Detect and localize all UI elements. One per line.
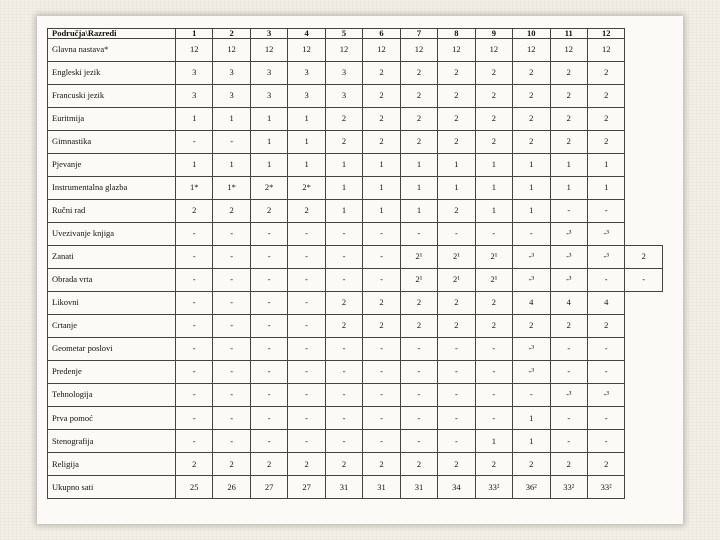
hours-cell: 4 — [587, 291, 624, 314]
hours-cell: 1 — [288, 107, 325, 130]
hours-cell: - — [587, 199, 624, 222]
hours-cell: - — [213, 337, 250, 360]
hours-cell: 1 — [587, 176, 624, 199]
grade-header: 8 — [438, 29, 475, 39]
hours-cell: - — [363, 245, 400, 268]
hours-cell: 2 — [587, 107, 624, 130]
grade-header: 4 — [288, 29, 325, 39]
hours-cell: 2 — [400, 130, 437, 153]
hours-cell: 2 — [438, 452, 475, 475]
hours-cell: 2 — [325, 314, 362, 337]
curriculum-table — [47, 28, 663, 499]
hours-cell: 2 — [400, 107, 437, 130]
hours-cell: - — [550, 406, 587, 429]
table-row — [48, 199, 663, 222]
hours-cell: - — [288, 268, 325, 291]
hours-cell: 12 — [475, 38, 512, 61]
hours-cell: 2 — [325, 452, 362, 475]
hours-cell: - — [288, 406, 325, 429]
hours-cell: - — [325, 222, 362, 245]
hours-cell: 1 — [400, 153, 437, 176]
subject-cell: Stenografija — [48, 429, 176, 452]
hours-cell: - — [550, 429, 587, 452]
subject-cell: Euritmija — [48, 107, 176, 130]
hours-cell: - — [363, 406, 400, 429]
hours-cell: 1 — [475, 176, 512, 199]
grade-header: 3 — [250, 29, 287, 39]
hours-cell: - — [325, 383, 362, 406]
hours-cell: 31 — [325, 475, 362, 498]
hours-cell: - — [288, 245, 325, 268]
hours-cell: - — [250, 383, 287, 406]
hours-cell: -³ — [587, 245, 624, 268]
hours-cell: 12 — [288, 38, 325, 61]
subject-cell: Instrumentalna glazba — [48, 176, 176, 199]
hours-cell: 1 — [363, 153, 400, 176]
hours-cell: 2 — [250, 452, 287, 475]
subject-cell: Pjevanje — [48, 153, 176, 176]
hours-cell: 2 — [550, 61, 587, 84]
table-row — [48, 84, 663, 107]
hours-cell: - — [587, 406, 624, 429]
subject-cell: Ukupno sati — [48, 475, 176, 498]
hours-cell: 1 — [250, 130, 287, 153]
hours-cell: 12 — [438, 38, 475, 61]
hours-cell: 1 — [513, 406, 550, 429]
hours-cell: 2 — [438, 291, 475, 314]
hours-cell: - — [550, 337, 587, 360]
hours-cell: 2¹ — [475, 245, 512, 268]
hours-cell: 2 — [438, 84, 475, 107]
hours-cell: 3 — [325, 84, 362, 107]
hours-cell: 2 — [475, 452, 512, 475]
hours-cell: 36² — [513, 475, 550, 498]
hours-cell: 2 — [363, 291, 400, 314]
hours-cell: 1 — [513, 176, 550, 199]
hours-cell: - — [250, 268, 287, 291]
hours-cell: 1 — [363, 199, 400, 222]
hours-cell: 2 — [176, 452, 213, 475]
hours-cell: - — [176, 314, 213, 337]
hours-cell: -³ — [550, 222, 587, 245]
hours-cell: - — [438, 406, 475, 429]
table-row — [48, 153, 663, 176]
corner-header: Područja\Razredi — [48, 29, 176, 39]
hours-cell: 2 — [587, 314, 624, 337]
grade-header: 12 — [587, 29, 624, 39]
hours-cell: 2 — [587, 452, 624, 475]
hours-cell: 12 — [176, 38, 213, 61]
hours-cell: - — [587, 429, 624, 452]
table-body — [48, 38, 663, 499]
hours-cell: 2 — [438, 199, 475, 222]
hours-cell: 2 — [513, 61, 550, 84]
hours-cell: 2 — [400, 84, 437, 107]
hours-cell: 2 — [363, 314, 400, 337]
hours-cell: 12 — [325, 38, 362, 61]
hours-cell: - — [325, 245, 362, 268]
hours-cell: 2 — [325, 107, 362, 130]
hours-cell: 2¹ — [438, 268, 475, 291]
hours-cell: 1 — [363, 176, 400, 199]
table-row — [48, 337, 663, 360]
hours-cell: 12 — [550, 38, 587, 61]
table-row — [48, 383, 663, 406]
hours-cell: 1 — [250, 153, 287, 176]
hours-cell: - — [250, 429, 287, 452]
hours-cell: 2 — [363, 452, 400, 475]
hours-cell: -³ — [550, 245, 587, 268]
hours-cell: 2 — [513, 314, 550, 337]
hours-cell: - — [213, 429, 250, 452]
hours-cell: 2 — [400, 61, 437, 84]
hours-cell: 31 — [363, 475, 400, 498]
hours-cell: 2 — [550, 84, 587, 107]
hours-cell: - — [176, 268, 213, 291]
hours-cell: 1 — [213, 107, 250, 130]
table-row — [48, 406, 663, 429]
subject-cell: Religija — [48, 452, 176, 475]
hours-cell: 2 — [475, 107, 512, 130]
hours-cell: - — [475, 383, 512, 406]
subject-cell: Prva pomoć — [48, 406, 176, 429]
hours-cell: - — [213, 314, 250, 337]
table-row — [48, 291, 663, 314]
grade-header: 10 — [513, 29, 550, 39]
hours-cell: - — [176, 383, 213, 406]
hours-cell: - — [363, 222, 400, 245]
hours-cell: - — [213, 291, 250, 314]
table-row — [48, 475, 663, 498]
hours-cell: 2¹ — [475, 268, 512, 291]
grade-header: 5 — [325, 29, 362, 39]
hours-cell: 1 — [438, 153, 475, 176]
hours-cell: 2 — [400, 291, 437, 314]
hours-cell: 2 — [438, 314, 475, 337]
subject-cell: Tehnologija — [48, 383, 176, 406]
hours-cell: - — [400, 383, 437, 406]
hours-cell: - — [250, 337, 287, 360]
hours-cell: 2 — [325, 291, 362, 314]
hours-cell: 1 — [475, 199, 512, 222]
hours-cell: - — [250, 245, 287, 268]
hours-cell: 2* — [250, 176, 287, 199]
grade-header: 9 — [475, 29, 512, 39]
table-row — [48, 314, 663, 337]
hours-cell: -³ — [550, 383, 587, 406]
hours-cell: 1 — [550, 153, 587, 176]
table-row — [48, 38, 663, 61]
hours-cell: 2 — [250, 199, 287, 222]
hours-cell: 1 — [550, 176, 587, 199]
hours-cell: - — [587, 360, 624, 383]
hours-cell: 2 — [513, 452, 550, 475]
hours-cell: - — [363, 360, 400, 383]
hours-cell: - — [250, 291, 287, 314]
hours-cell: 2* — [288, 176, 325, 199]
hours-cell: 2 — [475, 314, 512, 337]
hours-cell: 2 — [475, 84, 512, 107]
hours-cell: - — [176, 337, 213, 360]
hours-cell: 3 — [288, 84, 325, 107]
table-row — [48, 429, 663, 452]
hours-cell: - — [363, 383, 400, 406]
table-row — [48, 130, 663, 153]
hours-cell: 2 — [400, 314, 437, 337]
hours-cell: 2 — [363, 61, 400, 84]
hours-cell: 2¹ — [438, 245, 475, 268]
subject-cell: Likovni — [48, 291, 176, 314]
hours-cell: - — [213, 222, 250, 245]
hours-cell: - — [625, 268, 663, 291]
hours-cell: - — [475, 222, 512, 245]
hours-cell: 2 — [513, 107, 550, 130]
hours-cell: 3 — [213, 84, 250, 107]
hours-cell: 2 — [363, 84, 400, 107]
hours-cell: 3 — [213, 61, 250, 84]
hours-cell: - — [288, 291, 325, 314]
hours-cell: - — [587, 268, 624, 291]
hours-cell: - — [250, 222, 287, 245]
grade-header: 11 — [550, 29, 587, 39]
hours-cell: -³ — [513, 360, 550, 383]
hours-cell: - — [176, 406, 213, 429]
hours-cell: - — [438, 383, 475, 406]
grade-header: 7 — [400, 29, 437, 39]
hours-cell: - — [176, 429, 213, 452]
hours-cell: - — [250, 406, 287, 429]
subject-cell: Glavna nastava* — [48, 38, 176, 61]
hours-cell: 3 — [288, 61, 325, 84]
hours-cell: 1 — [176, 153, 213, 176]
hours-cell: 2 — [587, 84, 624, 107]
hours-cell: -³ — [513, 268, 550, 291]
hours-cell: 2 — [625, 245, 663, 268]
hours-cell: 2 — [475, 61, 512, 84]
hours-cell: - — [475, 337, 512, 360]
hours-cell: 1 — [325, 199, 362, 222]
hours-cell: 2 — [550, 452, 587, 475]
hours-cell: 1 — [513, 199, 550, 222]
hours-cell: 33² — [475, 475, 512, 498]
hours-cell: - — [438, 360, 475, 383]
hours-cell: - — [288, 429, 325, 452]
hours-cell: 1 — [213, 153, 250, 176]
hours-cell: - — [250, 314, 287, 337]
table-row — [48, 268, 663, 291]
header-row — [48, 29, 663, 39]
hours-cell: 12 — [363, 38, 400, 61]
hours-cell: 1 — [513, 153, 550, 176]
hours-cell: - — [176, 291, 213, 314]
table-row — [48, 222, 663, 245]
subject-cell: Francuski jezik — [48, 84, 176, 107]
hours-cell: - — [176, 360, 213, 383]
table-row — [48, 107, 663, 130]
hours-cell: - — [325, 337, 362, 360]
hours-cell: -³ — [550, 268, 587, 291]
hours-cell: 27 — [250, 475, 287, 498]
hours-cell: - — [213, 406, 250, 429]
hours-cell: 2 — [438, 130, 475, 153]
grade-header: 1 — [176, 29, 213, 39]
hours-cell: 12 — [400, 38, 437, 61]
table-row — [48, 360, 663, 383]
hours-cell: 1 — [513, 429, 550, 452]
hours-cell: - — [176, 130, 213, 153]
subject-cell: Ručni rad — [48, 199, 176, 222]
hours-cell: 3 — [250, 84, 287, 107]
hours-cell: - — [438, 429, 475, 452]
hours-cell: - — [213, 383, 250, 406]
hours-cell: - — [438, 337, 475, 360]
hours-cell: 2 — [550, 314, 587, 337]
hours-cell: 26 — [213, 475, 250, 498]
hours-cell: - — [213, 130, 250, 153]
grade-header: 6 — [363, 29, 400, 39]
hours-cell: 33² — [550, 475, 587, 498]
hours-cell: - — [213, 268, 250, 291]
hours-cell: 1 — [250, 107, 287, 130]
hours-cell: - — [363, 337, 400, 360]
hours-cell: 1 — [475, 153, 512, 176]
hours-cell: - — [363, 268, 400, 291]
hours-cell: 2 — [587, 61, 624, 84]
hours-cell: 2 — [475, 291, 512, 314]
hours-cell: - — [400, 360, 437, 383]
hours-cell: 1 — [438, 176, 475, 199]
hours-cell: - — [213, 360, 250, 383]
hours-cell: - — [513, 383, 550, 406]
hours-cell: - — [213, 245, 250, 268]
hours-cell: - — [325, 268, 362, 291]
subject-cell: Obrada vrta — [48, 268, 176, 291]
hours-cell: 2 — [550, 130, 587, 153]
hours-cell: - — [475, 406, 512, 429]
hours-cell: - — [250, 360, 287, 383]
subject-cell: Zanati — [48, 245, 176, 268]
hours-cell: - — [400, 222, 437, 245]
hours-cell: - — [288, 383, 325, 406]
hours-cell: -³ — [513, 337, 550, 360]
hours-cell: 1* — [213, 176, 250, 199]
hours-cell: 2 — [513, 84, 550, 107]
hours-cell: 25 — [176, 475, 213, 498]
hours-cell: 27 — [288, 475, 325, 498]
hours-cell: 2 — [513, 130, 550, 153]
hours-cell: 2 — [288, 199, 325, 222]
hours-cell: 1 — [400, 176, 437, 199]
hours-cell: - — [325, 429, 362, 452]
hours-cell: - — [587, 337, 624, 360]
hours-cell: - — [325, 406, 362, 429]
hours-cell: 2 — [438, 61, 475, 84]
hours-cell: - — [550, 360, 587, 383]
hours-cell: 2 — [438, 107, 475, 130]
hours-cell: 3 — [176, 61, 213, 84]
table-row — [48, 245, 663, 268]
hours-cell: 3 — [250, 61, 287, 84]
hours-cell: - — [550, 199, 587, 222]
hours-cell: 2 — [213, 452, 250, 475]
hours-cell: 2 — [475, 130, 512, 153]
table-row — [48, 452, 663, 475]
table-row — [48, 176, 663, 199]
hours-cell: 2¹ — [400, 245, 437, 268]
hours-cell: -³ — [587, 383, 624, 406]
hours-cell: -³ — [587, 222, 624, 245]
hours-cell: 31 — [400, 475, 437, 498]
hours-cell: 1 — [475, 429, 512, 452]
hours-cell: - — [288, 314, 325, 337]
table-row — [48, 61, 663, 84]
hours-cell: - — [475, 360, 512, 383]
hours-cell: 12 — [513, 38, 550, 61]
hours-cell: 2 — [288, 452, 325, 475]
hours-cell: - — [513, 222, 550, 245]
hours-cell: 12 — [250, 38, 287, 61]
hours-cell: 4 — [513, 291, 550, 314]
hours-cell: - — [288, 222, 325, 245]
subject-cell: Predenje — [48, 360, 176, 383]
hours-cell: 12 — [587, 38, 624, 61]
hours-cell: 2¹ — [400, 268, 437, 291]
hours-cell: 2 — [213, 199, 250, 222]
hours-cell: 1 — [400, 199, 437, 222]
subject-cell: Gimnastika — [48, 130, 176, 153]
hours-cell: 34 — [438, 475, 475, 498]
hours-cell: 1 — [587, 153, 624, 176]
subject-cell: Crtanje — [48, 314, 176, 337]
hours-cell: -³ — [513, 245, 550, 268]
hours-cell: 1* — [176, 176, 213, 199]
hours-cell: 33² — [587, 475, 624, 498]
subject-cell: Uvezivanje knjiga — [48, 222, 176, 245]
hours-cell: - — [325, 360, 362, 383]
hours-cell: 2 — [363, 107, 400, 130]
hours-cell: 1 — [176, 107, 213, 130]
hours-cell: 3 — [325, 61, 362, 84]
hours-cell: 1 — [288, 153, 325, 176]
hours-cell: 12 — [213, 38, 250, 61]
hours-cell: - — [176, 222, 213, 245]
grade-header: 2 — [213, 29, 250, 39]
hours-cell: - — [363, 429, 400, 452]
hours-cell: - — [438, 222, 475, 245]
hours-cell: 1 — [288, 130, 325, 153]
hours-cell: 2 — [587, 130, 624, 153]
hours-cell: - — [400, 429, 437, 452]
hours-cell: 1 — [325, 176, 362, 199]
hours-cell: 2 — [363, 130, 400, 153]
hours-cell: - — [176, 245, 213, 268]
hours-cell: 4 — [550, 291, 587, 314]
hours-cell: - — [288, 360, 325, 383]
hours-cell: - — [400, 337, 437, 360]
hours-cell: 3 — [176, 84, 213, 107]
subject-cell: Geometar poslovi — [48, 337, 176, 360]
hours-cell: 1 — [325, 153, 362, 176]
hours-cell: 2 — [176, 199, 213, 222]
hours-cell: 2 — [400, 452, 437, 475]
hours-cell: 2 — [550, 107, 587, 130]
hours-cell: 2 — [325, 130, 362, 153]
hours-cell: - — [288, 337, 325, 360]
hours-cell: - — [400, 406, 437, 429]
subject-cell: Engleski jezik — [48, 61, 176, 84]
